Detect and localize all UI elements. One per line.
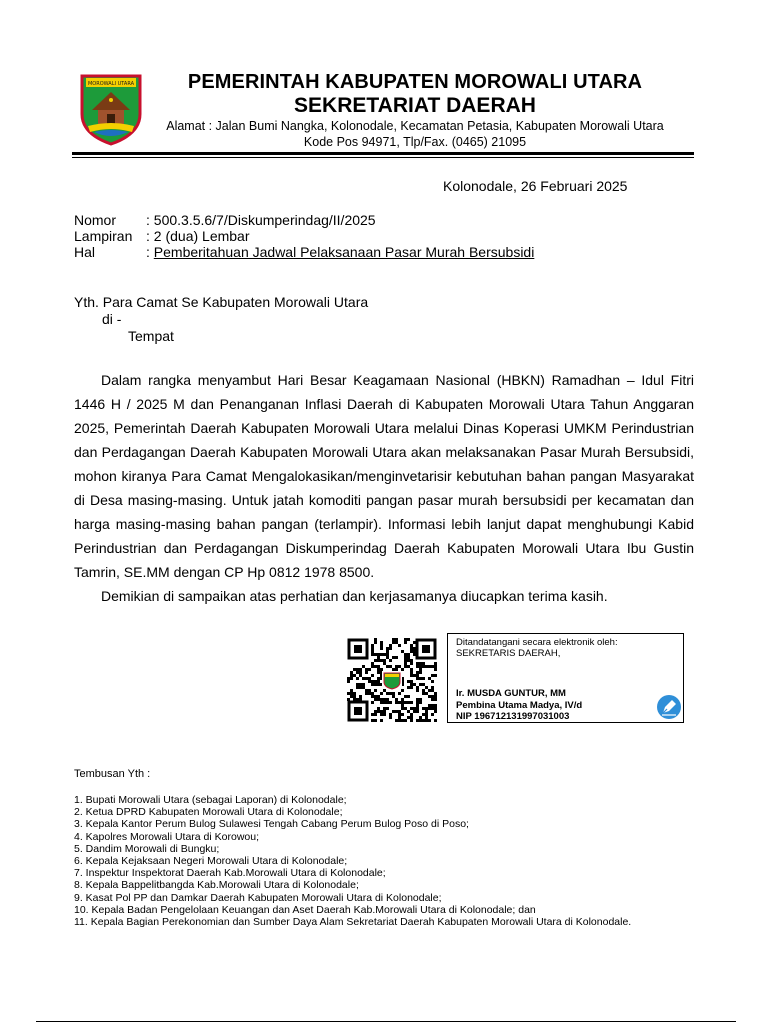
address-line-1: Alamat : Jalan Bumi Nangka, Kolonodale, Kecamatan Petasia, Kabupaten Morowali Utara (166, 119, 664, 133)
addressee-line-2: di - (102, 311, 122, 327)
lampiran-label: Lampiran (74, 228, 133, 244)
addressee-line-1: Yth. Para Camat Se Kabupaten Morowali Utara (74, 294, 369, 310)
nomor-label: Nomor (74, 212, 117, 228)
regency-emblem-logo (78, 70, 144, 146)
letter-date: Kolonodale, 26 Februari 2025 (443, 178, 628, 194)
list-item: 2. Ketua DPRD Kabupaten Morowali Utara di Kolonodale; (74, 806, 343, 819)
address-line-2: Kode Pos 94971, Tlp/Fax. (0465) 21095 (303, 135, 527, 149)
pen-nib-icon (656, 694, 682, 720)
body-paragraph-1: Dalam rangka menyambut Hari Besar Keagamaan Nasional (HBKN) Ramadhan – Idul Fitri 1446 H / 2025 M dan Penanganan Inflasi Daerah di Kabupaten Morowali Utara Tahun Anggaran 2025, Pemerintah Daerah Kabupaten Morowali Utara melalui Dinas Koperasi UMKM Perindustrian dan Perdagangan Daerah Kabupaten Morowali Utara akan melaksanakan Pasar Murah Bersubsidi, mohon kiranya Para Camat Mengalokasikan/menginvetarisir kebutuhan bahan pangan Masyarakat di Desa masing-masing. Untuk jatah komoditi pangan pasar murah bersubsidi per kecamatan dan harga masing-masing bahan pangan (terlampir). Informasi lebih lanjut dapat menghubungi Kabid Perindustrian dan Perdagangan Diskumperindag Daerah Kabupaten Morowali Utara Ibu Gustin Tamrin, SE.MM dengan CP Hp 0812 1978 8500. (74, 372, 694, 580)
page-bottom-rule (36, 1021, 736, 1022)
nomor-value: : 500.3.5.6/7/Diskumperindag/II/2025 (146, 212, 376, 228)
addressee (74, 294, 368, 345)
letterhead-divider-thin (72, 157, 694, 158)
list-item: 8. Kepala Bappelitbangda Kab.Morowali Utara di Kolonodale; (74, 879, 359, 892)
body-paragraph-2: Demikian di sampaikan atas perhatian dan kerjasamanya diucapkan terima kasih. (101, 588, 608, 604)
electronic-signature-box (447, 633, 684, 723)
list-item: 6. Kepala Kejaksaan Negeri Morowali Utara di Kolonodale; (74, 855, 348, 868)
hal-label: Hal (74, 244, 96, 260)
list-item: 3. Kepala Kantor Perum Bulog Sulawesi Tengah Cabang Perum Bulog Poso di Poso; (74, 818, 469, 831)
list-item: 5. Dandim Morowali di Bungku; (74, 842, 220, 855)
signer-nip: NIP 196712131997031003 (456, 711, 570, 722)
government-name: PEMERINTAH KABUPATEN MOROWALI UTARA (187, 71, 643, 93)
addressee-line-3: Tempat (128, 328, 174, 344)
qr-code-icon (347, 638, 437, 722)
signer-rank: Pembina Utama Madya, IV/d (456, 700, 583, 711)
meta-hal (74, 244, 534, 260)
signer-position: SEKRETARIS DAERAH, (456, 648, 561, 659)
letterhead-divider-thick (72, 152, 694, 155)
signer-name: Ir. MUSDA GUNTUR, MM (456, 688, 566, 699)
hal-colon: : (146, 244, 154, 260)
hal-value: Pemberitahuan Jadwal Pelaksanaan Pasar Murah Bersubsidi (153, 244, 535, 260)
letterhead (150, 70, 680, 150)
letter-meta (74, 212, 534, 260)
list-item: 9. Kasat Pol PP dan Damkar Daerah Kabupaten Morowali Utara di Kolonodale; (74, 891, 442, 904)
meta-nomor (74, 212, 534, 228)
meta-lampiran (74, 228, 534, 244)
tembusan-list (74, 794, 631, 928)
letter-body (74, 368, 694, 608)
list-item: 10. Kepala Badan Pengelolaan Keuangan dan Aset Daerah Kab.Morowali Utara di Kolonodale; dan (74, 903, 536, 916)
tembusan-title: Tembusan Yth : (74, 768, 151, 780)
signed-by-label: Ditandatangani secara elektronik oleh: (456, 637, 618, 648)
logo-text: MOROWALI UTARA (87, 81, 135, 87)
list-item: 1. Bupati Morowali Utara (sebagai Laporan) di Kolonodale; (74, 794, 347, 806)
list-item: 7. Inspektur Inspektorat Daerah Kab.Morowali Utara di Kolonodale; (74, 867, 386, 880)
lampiran-value: : 2 (dua) Lembar (146, 228, 250, 244)
hal-value-wrap (146, 244, 534, 260)
list-item: 4. Kapolres Morowali Utara di Korowou; (74, 830, 260, 843)
office-name: SEKRETARIAT DAERAH (294, 94, 536, 117)
list-item: 11. Kepala Bagian Perekonomian dan Sumber Daya Alam Sekretariat Daerah Kabupaten Morowali Utara di Kolonodale. (74, 916, 632, 929)
